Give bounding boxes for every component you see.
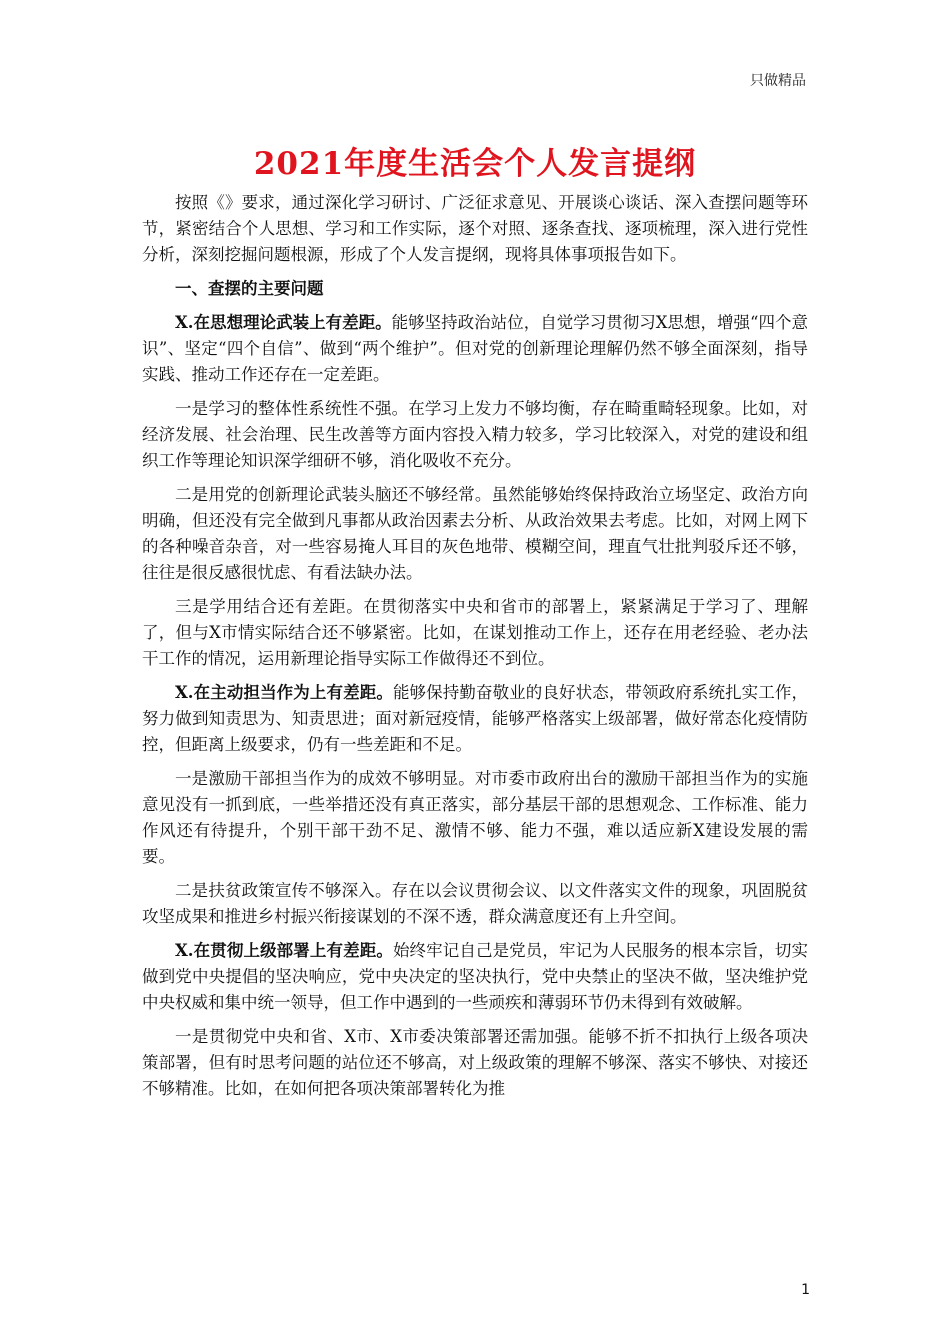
item-text: 能够保持勤奋敬业的良好状态，带领政府系统扎实工作，努力做到知责思为、知责思进；面对新冠疫情，能够严格落实上级部署，做好常态化疫情防控，但距离上级要求，仍有一些差距和不足。: [142, 683, 809, 754]
item-text: 始终牢记自己是党员，牢记为人民服务的根本宗旨，切实做到党中央提倡的坚决响应，党中央决定的坚决执行，党中央禁止的坚决不做，坚决维护党中央权威和集中统一领导，但工作中遇到的一些顽疾和薄弱环节仍未得到有效破解。: [142, 941, 809, 1012]
point-paragraph: 二是扶贫政策宣传不够深入。存在以会议贯彻会议、以文件落实文件的现象，巩固脱贫攻坚成果和推进乡村振兴衔接谋划的不深不透，群众满意度还有上升空间。: [142, 881, 808, 926]
point-paragraph: 一是贯彻党中央和省、X市、X市委决策部署还需加强。能够不折不扣执行上级各项决策部署，但有时思考问题的站位还不够高，对上级政策的理解不够深、落实不够快、对接还不够精准。比如，在如何把各项决策部署转化为推: [142, 1027, 808, 1098]
point-paragraph: 一是激励干部担当作为的成效不够明显。对市委市政府出台的激励干部担当作为的实施意见没有一抓到底，一些举措还没有真正落实，部分基层干部的思想观念、工作标准、能力作风还有待提升，个别干部干劲不足、激情不够、能力不强，难以适应新X建设发展的需要。: [142, 769, 808, 866]
header-note: 只做精品: [750, 73, 806, 89]
document-body: [142, 190, 808, 1110]
document-title: 2021年度生活会个人发言提纲: [253, 146, 697, 182]
point-paragraph: 二是用党的创新理论武装头脑还不够经常。虽然能够始终保持政治立场坚定、政治方向明确，但还没有完全做到凡事都从政治因素去分析、从政治效果去考虑。比如，对网上网下的各种噪音杂音，对一些容易掩人耳目的灰色地带、模糊空间，理直气壮批判驳斥还不够，往往是很反感很忧虑、有看法缺办法。: [142, 485, 808, 582]
item-paragraph: [142, 938, 808, 1016]
item-paragraph: [142, 310, 808, 388]
point-paragraph: 一是学习的整体性系统性不强。在学习上发力不够均衡，存在畸重畸轻现象。比如，对经济发展、社会治理、民生改善等方面内容投入精力较多，学习比较深入，对党的建设和组织工作等理论知识深学细研不够，消化吸收不充分。: [142, 399, 808, 470]
item-text: 能够坚持政治站位，自觉学习贯彻习X思想，增强“四个意识”、坚定“四个自信”、做到“两个维护”。但对党的创新理论理解仍然不够全面深刻，指导实践、推动工作还存在一定差距。: [142, 313, 808, 384]
point-paragraph: 三是学用结合还有差距。在贯彻落实中央和省市的部署上，紧紧满足于学习了、理解了，但与X市情实际结合还不够紧密。比如，在谋划推动工作上，还存在用老经验、老办法干工作的情况，运用新理论指导实际工作做得还不到位。: [142, 597, 808, 668]
intro-paragraph: 按照《》要求，通过深化学习研讨、广泛征求意见、开展谈心谈话、深入查摆问题等环节，紧密结合个人思想、学习和工作实际，逐个对照、逐条查找、逐项梳理，深入进行党性分析，深刻挖掘问题根源，形成了个人发言提纲，现将具体事项报告如下。: [142, 193, 808, 264]
section-heading: 一、查摆的主要问题: [175, 279, 324, 298]
item-paragraph: [142, 680, 808, 758]
item-lead: X.在思想理论武装上有差距。: [175, 313, 392, 332]
item-lead: X.在贯彻上级部署上有差距。: [175, 941, 393, 960]
item-lead: X.在主动担当作为上有差距。: [175, 683, 393, 702]
page-number: 1: [801, 1282, 810, 1298]
